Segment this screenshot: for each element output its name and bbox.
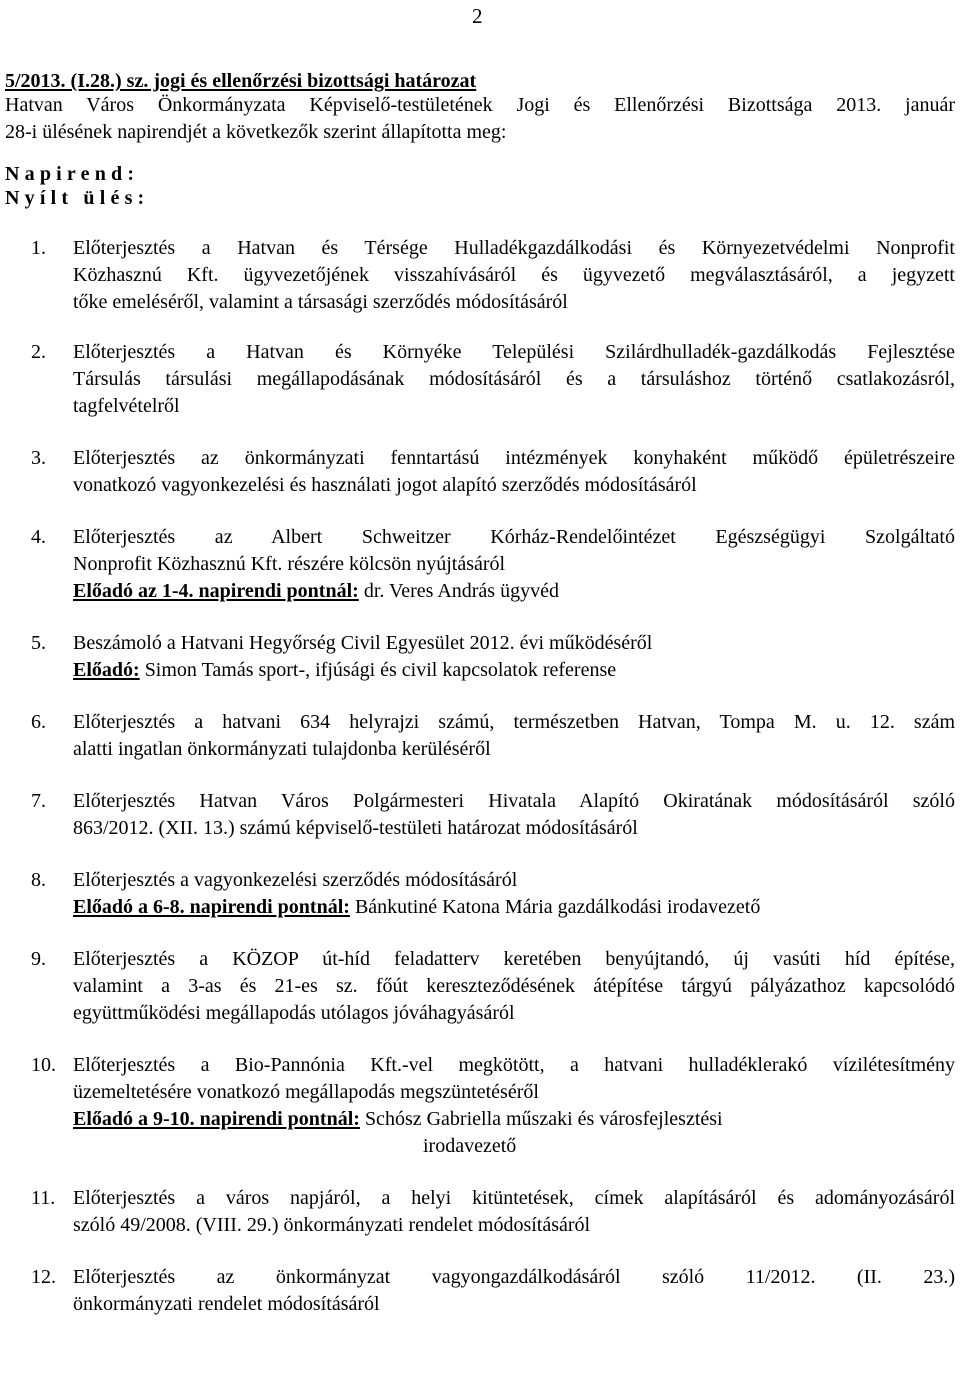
agenda-item-line: Előterjesztés a Hatvan és Térsége Hulladékgazdálkodási és Környezetvédelmi Nonprofit xyxy=(73,237,955,259)
agenda-item-line: Előterjesztés Hatvan Város Polgármesteri Hivatala Alapító Okiratának módosításáról szóló xyxy=(73,790,955,812)
agenda-item xyxy=(0,709,960,763)
agenda-item xyxy=(0,1264,960,1318)
agenda-item xyxy=(0,524,960,605)
presenter-name: Simon Tamás sport-, ifjúsági és civil kapcsolatok referense xyxy=(139,659,617,681)
presenter-label: Előadó: xyxy=(73,659,140,681)
agenda-item-number: 9. xyxy=(31,948,46,970)
presenter-label: Előadó az 1-4. napirendi pontnál: xyxy=(73,580,359,602)
open-session-heading: Nyílt ülés: xyxy=(5,187,150,209)
agenda-item-line: 863/2012. (XII. 13.) számú képviselő-testületi határozat módosításáról xyxy=(73,817,638,839)
agenda-item-number: 1. xyxy=(31,237,46,259)
agenda-item-line: üzemeltetésére vonatkozó megállapodás megszüntetéséről xyxy=(73,1081,539,1103)
agenda-item-number: 7. xyxy=(31,790,46,812)
page-number: 2 xyxy=(472,4,483,28)
presenter-line xyxy=(73,1106,955,1133)
agenda-item-line: Társulás társulási megállapodásának módosításáról és a társuláshoz történő csatlakozásról, xyxy=(73,368,955,390)
agenda-item-line: Előterjesztés a Hatvan és Környéke Települési Szilárdhulladék-gazdálkodás Fejlesztése xyxy=(73,341,955,363)
presenter-name: Bánkutiné Katona Mária gazdálkodási irodavezető xyxy=(349,896,761,918)
intro-line: Hatvan Város Önkormányzata Képviselő-testületének Jogi és Ellenőrzési Bizottsága 2013. január xyxy=(5,94,955,116)
agenda-item-line: önkormányzati rendelet módosításáról xyxy=(73,1293,380,1315)
agenda-item-line: tagfelvételről xyxy=(73,395,180,417)
intro-paragraph xyxy=(5,92,955,146)
presenter-label: Előadó a 9-10. napirendi pontnál: xyxy=(73,1108,360,1130)
intro-line: 28-i ülésének napirendjét a következők szerint állapította meg: xyxy=(5,121,507,143)
document-header xyxy=(5,70,955,210)
agenda-item xyxy=(0,788,960,842)
agenda-item xyxy=(0,445,960,499)
presenter-line xyxy=(73,657,955,684)
agenda-item-number: 12. xyxy=(31,1266,56,1288)
presenter-name: dr. Veres András ügyvéd xyxy=(358,580,559,602)
agenda-item-line: Előterjesztés a Bio-Pannónia Kft.-vel megkötött, a hatvani hulladéklerakó vízilétesítmény xyxy=(73,1054,955,1076)
agenda-item xyxy=(0,867,960,921)
presenter-line xyxy=(73,578,955,605)
resolution-title: 5/2013. (I.28.) sz. jogi és ellenőrzési bizottsági határozat xyxy=(5,70,477,92)
agenda-item xyxy=(0,630,960,684)
agenda-item-number: 4. xyxy=(31,526,46,548)
presenter-line xyxy=(73,894,955,921)
agenda-item-line: Előterjesztés az önkormányzat vagyongazdálkodásáról szóló 11/2012. (II. 23.) xyxy=(73,1266,955,1288)
agenda-item-line: Beszámoló a Hatvani Hegyőrség Civil Egyesület 2012. évi működéséről xyxy=(73,632,653,654)
agenda-item-line: szóló 49/2008. (VIII. 29.) önkormányzati rendelet módosításáról xyxy=(73,1214,591,1236)
agenda-item-number: 3. xyxy=(31,447,46,469)
agenda-item xyxy=(0,339,960,420)
agenda-item xyxy=(0,235,960,316)
agenda-item-line: alatti ingatlan önkormányzati tulajdonba kerüléséről xyxy=(73,738,491,760)
agenda-item-number: 6. xyxy=(31,711,46,733)
agenda-item-line: együttműködési megállapodás utólagos jóváhagyásáról xyxy=(73,1002,515,1024)
agenda-item xyxy=(0,1185,960,1239)
agenda-heading: Napirend: xyxy=(5,163,140,185)
agenda-item-number: 5. xyxy=(31,632,46,654)
agenda-item-line: vonatkozó vagyonkezelési és használati jogot alapító szerződés módosításáról xyxy=(73,474,697,496)
agenda-item xyxy=(0,946,960,1027)
agenda-item-number: 8. xyxy=(31,869,46,891)
agenda-item-number: 11. xyxy=(31,1187,56,1209)
agenda-list xyxy=(0,235,960,1318)
agenda-item-line: Előterjesztés a KÖZOP út-híd feladatterv keretében benyújtandó, új vasúti híd építése, xyxy=(73,948,955,970)
presenter-label: Előadó a 6-8. napirendi pontnál: xyxy=(73,896,350,918)
agenda-item-line: Nonprofit Közhasznú Kft. részére kölcsön nyújtásáról xyxy=(73,553,506,575)
presenter-continuation: irodavezető xyxy=(423,1135,517,1157)
agenda-item-line: Közhasznú Kft. ügyvezetőjének visszahívásáról és ügyvezető megválasztásáról, a jegyzett xyxy=(73,264,955,286)
agenda-item-line: Előterjesztés a vagyonkezelési szerződés módosításáról xyxy=(73,869,518,891)
agenda-item-line: valamint a 3-as és 21-es sz. főút kereszteződésének átépítése tárgyú pályázathoz kapcsolódó xyxy=(73,975,955,997)
agenda-item-number: 2. xyxy=(31,341,46,363)
agenda-item-line: Előterjesztés az Albert Schweitzer Kórház-Rendelőintézet Egészségügyi Szolgáltató xyxy=(73,526,955,548)
agenda-item-line: Előterjesztés az önkormányzati fenntartású intézmények konyhaként működő épületrészeire xyxy=(73,447,955,469)
agenda-item-line: Előterjesztés a hatvani 634 helyrajzi számú, természetben Hatvan, Tompa M. u. 12. szám xyxy=(73,711,955,733)
agenda-item-number: 10. xyxy=(31,1054,56,1076)
agenda-item xyxy=(0,1052,960,1160)
agenda-item-line: tőke emeléséről, valamint a társasági szerződés módosításáról xyxy=(73,291,568,313)
agenda-item-line: Előterjesztés a város napjáról, a helyi kitüntetések, címek alapításáról és adományozásáról xyxy=(73,1187,955,1209)
presenter-name: Schósz Gabriella műszaki és városfejlesztési xyxy=(359,1108,723,1130)
